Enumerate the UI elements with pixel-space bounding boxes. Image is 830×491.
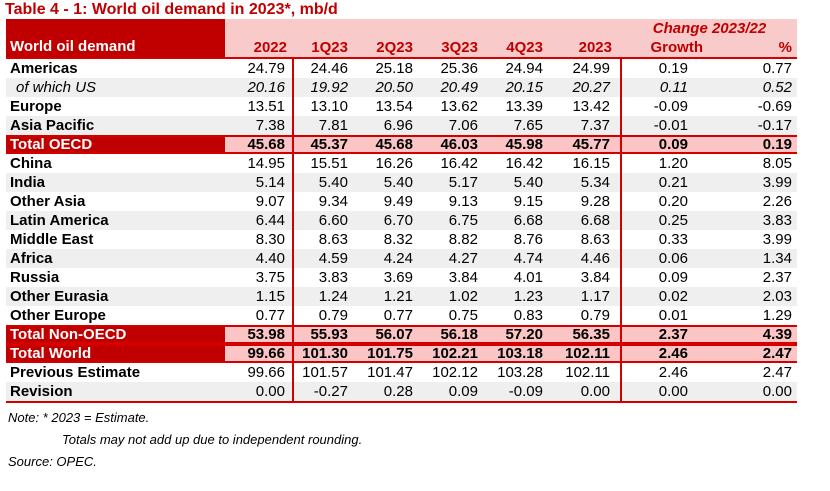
- cell-2q23: 101.75: [367, 346, 413, 361]
- row-label: Total OECD: [6, 137, 225, 152]
- cell-growth: 0.21: [658, 174, 688, 191]
- cell-3q23: 25.36: [440, 60, 478, 77]
- cell-pct: 2.03: [762, 288, 792, 305]
- table-row: [6, 382, 797, 401]
- cell-2q23: 9.49: [383, 193, 413, 210]
- cell-2022: 0.00: [225, 382, 294, 401]
- cell-2q23: 13.54: [375, 98, 413, 115]
- cell-2023: 24.99: [553, 59, 622, 78]
- cell-2023: 3.84: [553, 268, 622, 287]
- cell-growth: 2.46: [658, 364, 688, 381]
- cell-4q23: 1.23: [513, 288, 543, 305]
- cell-1q23: 4.59: [318, 250, 348, 267]
- cell-2022: 8.30: [225, 230, 294, 249]
- cell-3q23: 16.42: [440, 155, 478, 172]
- cell-pct: 0.52: [762, 79, 792, 96]
- cell-2023: 1.17: [553, 287, 622, 306]
- row-label: Revision: [10, 383, 73, 400]
- cell-4q23: 6.68: [513, 212, 543, 229]
- row-label: Total Non-OECD: [6, 327, 225, 342]
- cell-2q23: 1.21: [383, 288, 413, 305]
- cell-1q23: 7.81: [318, 117, 348, 134]
- cell-growth: 0.09: [658, 269, 688, 286]
- cell-2022: 7.38: [225, 116, 294, 135]
- cell-3q23: 3.84: [448, 269, 478, 286]
- cell-3q23: 102.21: [432, 346, 478, 361]
- column-headers-row: [225, 38, 797, 57]
- cell-1q23: 101.57: [302, 364, 348, 381]
- table-row: [6, 154, 797, 173]
- cell-4q23: 4.01: [513, 269, 543, 286]
- cell-pct: 2.47: [762, 364, 792, 381]
- cell-pct: 2.37: [762, 269, 792, 286]
- cell-4q23: 45.98: [505, 137, 543, 152]
- cell-2q23: 3.69: [383, 269, 413, 286]
- cell-2023: 102.11: [553, 363, 622, 382]
- row-label: Asia Pacific: [10, 117, 95, 134]
- cell-2q23: 25.18: [375, 60, 413, 77]
- row-label: Other Eurasia: [10, 288, 109, 305]
- footnote-rounding: Totals may not add up due to independent rounding.: [62, 432, 363, 447]
- cell-2022: 3.75: [225, 268, 294, 287]
- cell-pct: 2.26: [762, 193, 792, 210]
- cell-growth: 0.25: [658, 212, 688, 229]
- cell-3q23: 20.49: [440, 79, 478, 96]
- table-row: [6, 363, 797, 382]
- cell-4q23: 103.18: [497, 346, 543, 361]
- cell-2q23: 6.96: [383, 117, 413, 134]
- cell-2023: 20.27: [553, 78, 622, 97]
- cell-4q23: 103.28: [497, 364, 543, 381]
- cell-1q23: 6.60: [318, 212, 348, 229]
- cell-growth: 0.19: [658, 60, 688, 77]
- cell-2023: 4.46: [553, 249, 622, 268]
- cell-2022: 45.68: [225, 137, 294, 152]
- cell-2q23: 45.68: [375, 137, 413, 152]
- cell-growth: 0.06: [658, 250, 688, 267]
- cell-growth: 0.09: [658, 137, 688, 152]
- cell-2022: 0.77: [225, 306, 294, 325]
- cell-3q23: 8.82: [448, 231, 478, 248]
- cell-2q23: 8.32: [383, 231, 413, 248]
- cell-2022: 9.07: [225, 192, 294, 211]
- cell-pct: 8.05: [762, 155, 792, 172]
- cell-3q23: 56.18: [440, 327, 478, 342]
- row-label: of which US: [16, 79, 97, 96]
- table-row: [6, 249, 797, 268]
- table-header: [6, 19, 797, 59]
- cell-1q23: 45.37: [310, 137, 348, 152]
- table-row: [6, 325, 797, 344]
- cell-2022: 13.51: [225, 97, 294, 116]
- table-body: [6, 59, 797, 403]
- cell-1q23: 13.10: [310, 98, 348, 115]
- cell-2q23: 56.07: [375, 327, 413, 342]
- cell-1q23: 0.79: [318, 307, 348, 324]
- corner-header: World oil demand: [6, 19, 225, 57]
- col-header-1q23: 1Q23: [311, 39, 348, 56]
- cell-1q23: 101.30: [302, 346, 348, 361]
- table-row: [6, 135, 797, 154]
- cell-growth: 0.00: [658, 383, 688, 400]
- cell-3q23: 7.06: [448, 117, 478, 134]
- cell-pct: 3.99: [762, 231, 792, 248]
- cell-growth: -0.09: [653, 98, 688, 115]
- cell-4q23: 57.20: [505, 327, 543, 342]
- cell-3q23: 102.12: [432, 364, 478, 381]
- cell-4q23: 24.94: [505, 60, 543, 77]
- row-label: Previous Estimate: [10, 364, 141, 381]
- footnotes: [8, 407, 362, 473]
- table-row: [6, 59, 797, 78]
- cell-growth: 0.02: [658, 288, 688, 305]
- cell-2022: 5.14: [225, 173, 294, 192]
- cell-pct: 3.83: [762, 212, 792, 229]
- cell-2023: 5.34: [553, 173, 622, 192]
- col-header-growth: Growth: [650, 39, 703, 56]
- cell-pct: 1.34: [762, 250, 792, 267]
- cell-2022: 1.15: [225, 287, 294, 306]
- cell-2023: 0.79: [553, 306, 622, 325]
- row-label: Other Europe: [10, 307, 106, 324]
- cell-1q23: 15.51: [310, 155, 348, 172]
- cell-2q23: 0.77: [383, 307, 413, 324]
- cell-3q23: 4.27: [448, 250, 478, 267]
- cell-2023: 0.00: [553, 382, 622, 401]
- cell-3q23: 0.09: [448, 383, 478, 400]
- cell-2q23: 6.70: [383, 212, 413, 229]
- table-row: [6, 78, 797, 97]
- col-header-2022: 2022: [253, 39, 287, 56]
- cell-2023: 7.37: [553, 116, 622, 135]
- col-header-4q23: 4Q23: [506, 39, 543, 56]
- cell-4q23: 4.74: [513, 250, 543, 267]
- cell-3q23: 13.62: [440, 98, 478, 115]
- cell-4q23: 9.15: [513, 193, 543, 210]
- cell-2023: 102.11: [553, 346, 622, 361]
- cell-pct: 0.00: [762, 383, 792, 400]
- row-label: Total World: [6, 346, 225, 361]
- table-row: [6, 116, 797, 135]
- cell-4q23: 8.76: [513, 231, 543, 248]
- cell-growth: 0.01: [658, 307, 688, 324]
- table-row: [6, 230, 797, 249]
- cell-2022: 6.44: [225, 211, 294, 230]
- cell-4q23: 5.40: [513, 174, 543, 191]
- cell-4q23: -0.09: [508, 383, 543, 400]
- cell-3q23: 46.03: [440, 137, 478, 152]
- cell-pct: 3.99: [762, 174, 792, 191]
- cell-2022: 99.66: [225, 346, 294, 361]
- change-2023-22-header: Change 2023/22: [652, 20, 767, 37]
- cell-2022: 4.40: [225, 249, 294, 268]
- cell-1q23: 1.24: [318, 288, 348, 305]
- col-header-2q23: 2Q23: [376, 39, 413, 56]
- cell-2022: 53.98: [225, 327, 294, 342]
- cell-1q23: 3.83: [318, 269, 348, 286]
- row-label: Russia: [10, 269, 60, 286]
- cell-pct: 4.39: [762, 327, 792, 342]
- table-row: [6, 97, 797, 116]
- table-row: [6, 344, 797, 363]
- cell-1q23: 9.34: [318, 193, 348, 210]
- cell-4q23: 20.15: [505, 79, 543, 96]
- cell-2023: 9.28: [553, 192, 622, 211]
- cell-2023: 6.68: [553, 211, 622, 230]
- cell-2q23: 101.47: [367, 364, 413, 381]
- oil-demand-table: [6, 19, 797, 403]
- cell-2q23: 16.26: [375, 155, 413, 172]
- cell-4q23: 0.83: [513, 307, 543, 324]
- cell-4q23: 16.42: [505, 155, 543, 172]
- cell-2022: 99.66: [225, 363, 294, 382]
- cell-2023: 45.77: [553, 137, 622, 152]
- cell-pct: 2.47: [762, 346, 792, 361]
- cell-2q23: 0.28: [383, 383, 413, 400]
- cell-2022: 24.79: [225, 59, 294, 78]
- cell-pct: 0.19: [762, 137, 792, 152]
- cell-1q23: 5.40: [318, 174, 348, 191]
- cell-4q23: 13.39: [505, 98, 543, 115]
- table-row: [6, 173, 797, 192]
- cell-growth: 2.37: [658, 327, 688, 342]
- cell-1q23: 55.93: [310, 327, 348, 342]
- row-label: Americas: [10, 60, 78, 77]
- cell-2023: 16.15: [553, 154, 622, 173]
- col-header-pct: %: [778, 39, 792, 56]
- cell-2022: 20.16: [225, 78, 294, 97]
- col-header-3q23: 3Q23: [441, 39, 478, 56]
- cell-2q23: 4.24: [383, 250, 413, 267]
- cell-pct: 0.77: [762, 60, 792, 77]
- cell-1q23: -0.27: [313, 383, 348, 400]
- cell-1q23: 19.92: [310, 79, 348, 96]
- row-label: Other Asia: [10, 193, 86, 210]
- cell-growth: 0.33: [658, 231, 688, 248]
- cell-growth: 1.20: [658, 155, 688, 172]
- cell-2q23: 20.50: [375, 79, 413, 96]
- cell-1q23: 8.63: [318, 231, 348, 248]
- cell-growth: -0.01: [653, 117, 688, 134]
- cell-2022: 14.95: [225, 154, 294, 173]
- cell-2q23: 5.40: [383, 174, 413, 191]
- cell-2023: 56.35: [553, 327, 622, 342]
- cell-3q23: 1.02: [448, 288, 478, 305]
- cell-pct: -0.17: [757, 117, 792, 134]
- row-label: Latin America: [10, 212, 109, 229]
- row-label: China: [10, 155, 52, 172]
- row-label: Middle East: [10, 231, 94, 248]
- cell-growth: 0.20: [658, 193, 688, 210]
- row-label: Africa: [10, 250, 53, 267]
- cell-growth: 2.46: [658, 346, 688, 361]
- cell-pct: -0.69: [757, 98, 792, 115]
- cell-3q23: 6.75: [448, 212, 478, 229]
- table-row: [6, 192, 797, 211]
- row-label: Europe: [10, 98, 62, 115]
- cell-pct: 1.29: [762, 307, 792, 324]
- cell-1q23: 24.46: [310, 60, 348, 77]
- table-row: [6, 287, 797, 306]
- col-header-2023: 2023: [578, 39, 612, 56]
- cell-2023: 8.63: [553, 230, 622, 249]
- table-row: [6, 306, 797, 325]
- row-label: India: [10, 174, 46, 191]
- cell-4q23: 7.65: [513, 117, 543, 134]
- table-row: [6, 268, 797, 287]
- table-row: [6, 211, 797, 230]
- cell-3q23: 5.17: [448, 174, 478, 191]
- cell-growth: 0.11: [659, 79, 688, 96]
- cell-2023: 13.42: [553, 97, 622, 116]
- cell-3q23: 0.75: [448, 307, 478, 324]
- footnote-source: Source: OPEC.: [8, 454, 97, 469]
- footnote-estimate: Note: * 2023 = Estimate.: [8, 410, 150, 425]
- table-title: Table 4 - 1: World oil demand in 2023*, mb/d: [5, 1, 338, 18]
- cell-3q23: 9.13: [448, 193, 478, 210]
